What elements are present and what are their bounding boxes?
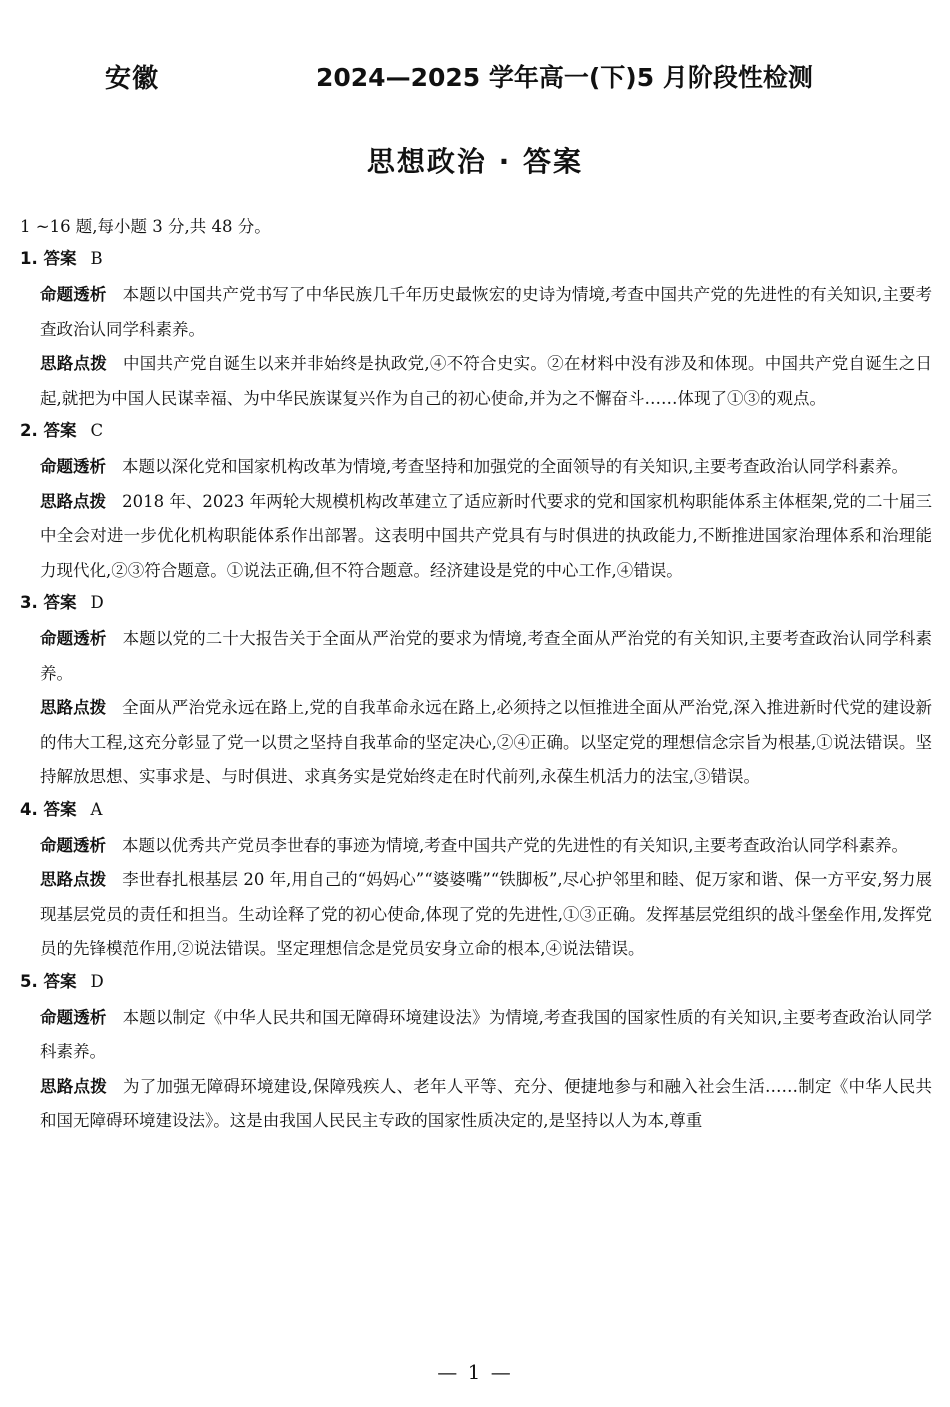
hint-paragraph [40, 863, 932, 967]
analysis-text: 本题以制定《中华人民共和国无障碍环境建设法》为情境,考查我国的国家性质的有关知识,主要考查政治认同学科素养。 [40, 1007, 933, 1061]
hint-label: 思路点拨 [40, 354, 107, 373]
analysis-paragraph [40, 278, 932, 347]
header [0, 58, 950, 102]
page-number: — 1 — [437, 1360, 513, 1384]
hint-text: 李世春扎根基层 20 年,用自己的“妈妈心”“婆婆嘴”“铁脚板”,尽心护邻里和睦、促万家和谐、保一方平安,努力展现基层党员的责任和担当。生动诠释了党的初心使命,体现了党的先进性,①③正确。发挥基层党组织的战斗堡垒作用,发挥党员的先锋模范作用,②说法错误。坚定理想信念是党员安身立命的根本,④说法错误。 [40, 870, 932, 958]
question-heading [20, 588, 932, 622]
question-number: 2. 答案 [20, 421, 77, 440]
answer-letter: B [90, 249, 103, 268]
answer-content [20, 212, 932, 1139]
analysis-label: 命题透析 [40, 629, 107, 648]
hint-paragraph [40, 691, 932, 795]
analysis-label: 命题透析 [40, 285, 107, 304]
question-number: 1. 答案 [20, 249, 77, 268]
hint-label: 思路点拨 [40, 491, 107, 511]
analysis-text: 本题以优秀共产党员李世春的事迹为情境,考查中国共产党的先进性的有关知识,主要考查政治认同学科素养。 [122, 835, 908, 855]
answer-letter: D [90, 971, 104, 991]
question-block [20, 416, 932, 588]
exam-title: 2024—2025 学年高一(下)5 月阶段性检测 [316, 63, 813, 92]
question-heading [20, 416, 932, 450]
analysis-text: 本题以深化党和国家机构改革为情境,考查坚持和加强党的全面领导的有关知识,主要考查政治认同学科素养。 [122, 457, 908, 476]
question-heading [20, 967, 932, 1001]
analysis-paragraph [40, 622, 932, 691]
hint-paragraph [40, 485, 932, 589]
analysis-paragraph [40, 450, 932, 485]
hint-text: 全面从严治党永远在路上,党的自我革命永远在路上,必须持之以恒推进全面从严治党,深入推进新时代党的建设新的伟大工程,这充分彰显了党一以贯之坚持自我革命的坚定决心,②④正确。以坚定党的理想信念宗旨为根基,①说法错误。坚持解放思想、实事求是、与时俱进、求真务实是党始终走在时代前列,永葆生机活力的法宝,③错误。 [40, 698, 932, 786]
question-block [20, 795, 932, 967]
analysis-text: 本题以中国共产党书写了中华民族几千年历史最恢宏的史诗为情境,考查中国共产党的先进性的有关知识,主要考查政治认同学科素养。 [40, 285, 933, 339]
hint-text: 为了加强无障碍环境建设,保障残疾人、老年人平等、充分、便捷地参与和融入社会生活……制定《中华人民共和国无障碍环境建设法》。这是由我国人民民主专政的国家性质决定的,是坚持以人为本,尊重 [40, 1076, 932, 1130]
hint-text: 中国共产党自诞生以来并非始终是执政党,④不符合史实。②在材料中没有涉及和体现。中国共产党自诞生之日起,就把为中国人民谋幸福、为中华民族谋复兴作为自己的初心使命,并为之不懈奋斗……体现了①③的观点。 [40, 354, 932, 408]
analysis-paragraph [40, 829, 932, 864]
analysis-label: 命题透析 [40, 835, 106, 855]
analysis-paragraph [40, 1001, 932, 1070]
answer-letter: D [90, 593, 104, 612]
hint-text: 2018 年、2023 年两轮大规模机构改革建立了适应新时代要求的党和国家机构职能体系主体框架,党的二十届三中全会对进一步优化机构职能体系作出部署。这表明中国共产党具有与时俱进的执政能力,不断推进国家治理体系和治理能力现代化,②③符合题意。①说法正确,但不符合题意。经济建设是党的中心工作,④错误。 [40, 491, 933, 580]
hint-label: 思路点拨 [40, 1076, 107, 1096]
analysis-label: 命题透析 [40, 1007, 107, 1027]
question-number: 5. 答案 [20, 971, 77, 991]
region-label: 安徽 [105, 64, 160, 94]
analysis-text: 本题以党的二十大报告关于全面从严治党的要求为情境,考查全面从严治党的有关知识,主要考查政治认同学科素养。 [40, 629, 933, 683]
question-block [20, 967, 932, 1139]
question-block [20, 244, 932, 416]
question-block [20, 588, 932, 795]
hint-paragraph [40, 1070, 932, 1139]
analysis-label: 命题透析 [40, 457, 106, 476]
question-heading [20, 244, 932, 278]
question-number: 4. 答案 [20, 799, 77, 819]
hint-paragraph [40, 347, 932, 416]
answer-letter: C [90, 421, 104, 440]
subject-title: 思想政治 · 答案 [366, 145, 584, 178]
hint-label: 思路点拨 [40, 870, 107, 889]
question-number: 3. 答案 [20, 593, 77, 612]
question-heading [20, 795, 932, 829]
section-intro: 1 ~16 题,每小题 3 分,共 48 分。 [20, 217, 271, 236]
answer-letter: A [90, 799, 103, 819]
hint-label: 思路点拨 [40, 698, 107, 717]
